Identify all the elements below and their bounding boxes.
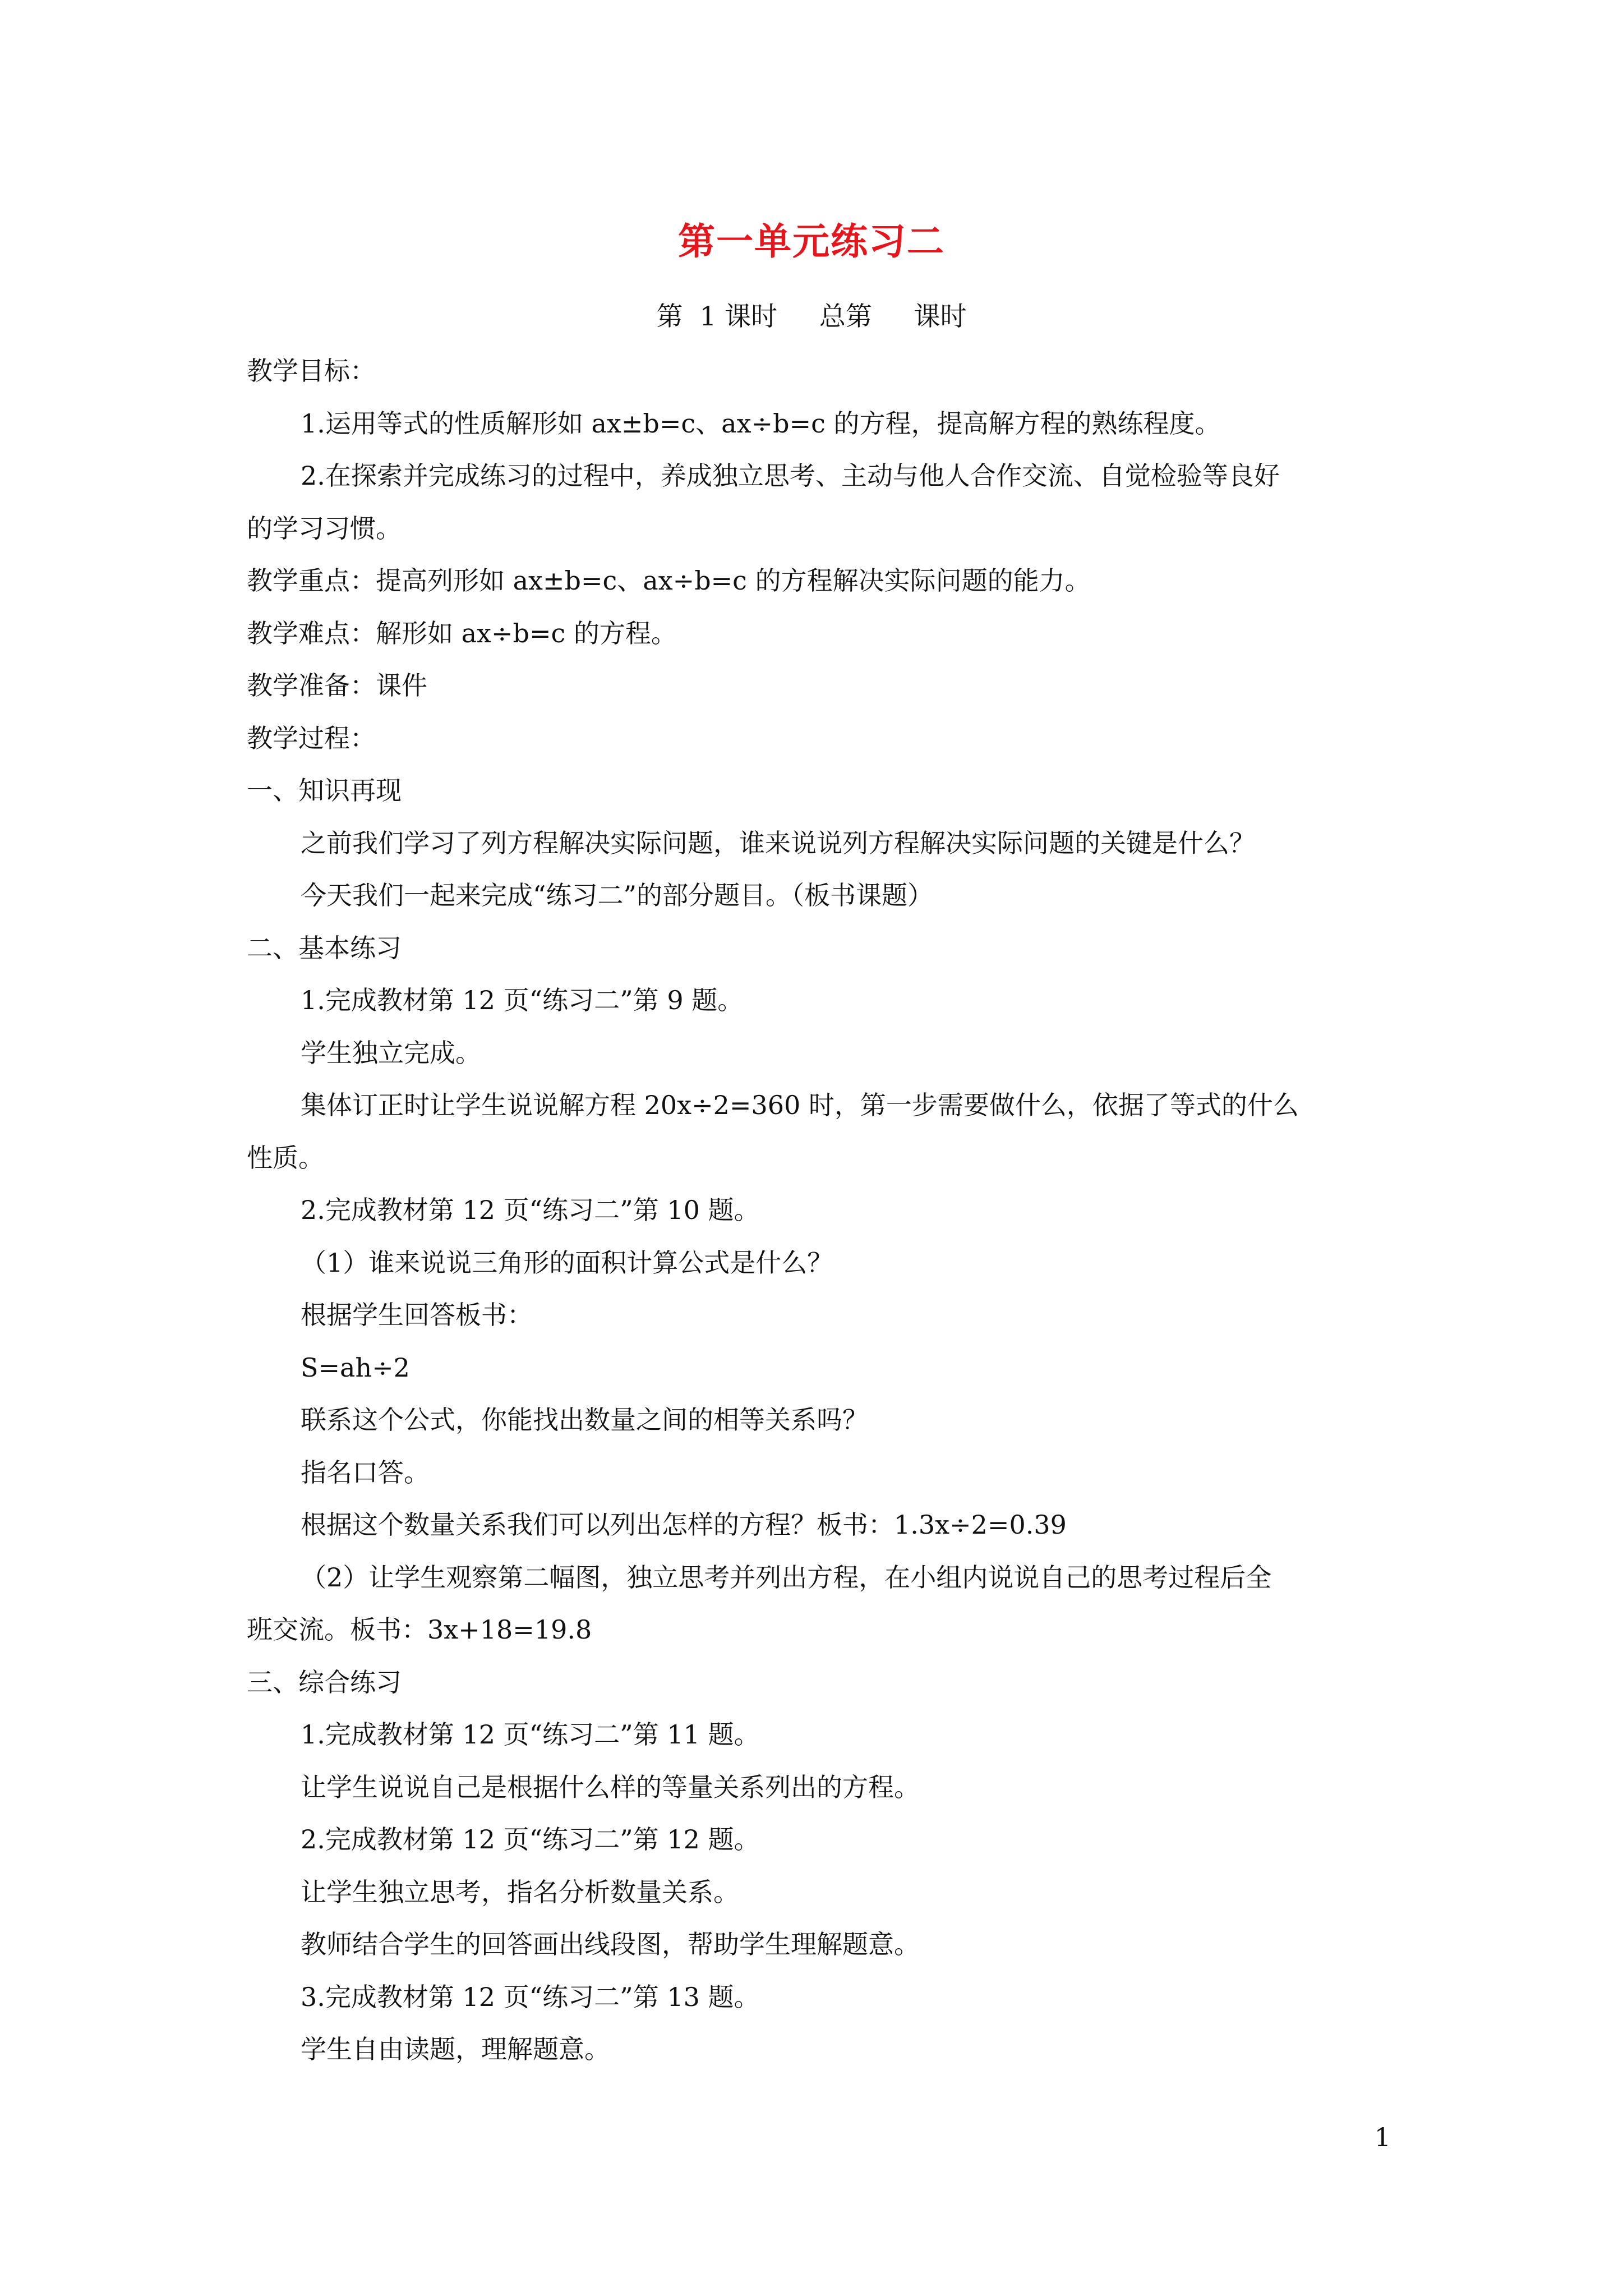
text-line: 的学习习惯。 [247, 513, 402, 544]
text-line: 二、基本练习 [247, 932, 402, 963]
text-line: 让学生说说自己是根据什么样的等量关系列出的方程。 [301, 1772, 920, 1802]
text-line: 性质。 [247, 1142, 324, 1173]
text-line: 根据这个数量关系我们可以列出怎样的方程？板书：1.3x÷2=0.39 [301, 1510, 1067, 1540]
text-line: 之前我们学习了列方程解决实际问题，谁来说说列方程解决实际问题的关键是什么？ [301, 827, 1255, 858]
text-line: 2.在探索并完成练习的过程中，养成独立思考、主动与他人合作交流、自觉检验等良好 [301, 461, 1280, 491]
text-line: 2.完成教材第 12 页“练习二”第 10 题。 [301, 1195, 760, 1225]
text-line: 让学生独立思考，指名分析数量关系。 [301, 1876, 739, 1907]
text-line: 教师结合学生的回答画出线段图，帮助学生理解题意。 [301, 1929, 920, 1959]
text-line: 根据学生回答板书： [301, 1300, 533, 1330]
text-line: 教学过程： [247, 723, 376, 753]
text-line: 1.完成教材第 12 页“练习二”第 11 题。 [301, 1719, 760, 1750]
document-body [247, 345, 1385, 2076]
text-line: 1.完成教材第 12 页“练习二”第 9 题。 [301, 985, 744, 1015]
text-line: 2.完成教材第 12 页“练习二”第 12 题。 [301, 1824, 760, 1855]
text-line: 教学目标： [247, 356, 376, 386]
text-line: 联系这个公式，你能找出数量之间的相等关系吗？ [301, 1405, 868, 1435]
text-line: 今天我们一起来完成“练习二”的部分题目。（板书课题） [301, 880, 934, 910]
text-line: 一、知识再现 [247, 775, 402, 806]
text-line: 学生自由读题，理解题意。 [301, 2034, 610, 2064]
lesson-info: 第 1 课时 总第 课时 [656, 301, 967, 332]
text-line: 学生独立完成。 [301, 1037, 481, 1068]
document-title: 第一单元练习二 [678, 219, 945, 263]
text-line: 教学准备：课件 [247, 670, 427, 701]
text-line: （1）谁来说说三角形的面积计算公式是什么？ [301, 1247, 833, 1278]
text-line: （2）让学生观察第二幅图，独立思考并列出方程，在小组内说说自己的思考过程后全 [301, 1562, 1272, 1593]
text-line: 教学难点：解形如 ax÷b=c 的方程。 [247, 618, 677, 648]
text-line: 班交流。板书：3x+18=19.8 [247, 1614, 592, 1645]
text-line: 三、综合练习 [247, 1667, 402, 1697]
text-line: 集体订正时让学生说说解方程 20x÷2=360 时，第一步需要做什么，依据了等式的什么 [301, 1090, 1299, 1120]
text-line: 1.运用等式的性质解形如 ax±b=c、ax÷b=c 的方程，提高解方程的熟练程度。 [301, 408, 1221, 439]
text-line: 指名口答。 [301, 1457, 430, 1488]
text-line: S=ah÷2 [301, 1352, 410, 1383]
page-number: 1 [1374, 2122, 1391, 2152]
text-line: 3.完成教材第 12 页“练习二”第 13 题。 [301, 1981, 760, 2012]
text-line: 教学重点：提高列形如 ax±b=c、ax÷b=c 的方程解决实际问题的能力。 [247, 565, 1091, 596]
